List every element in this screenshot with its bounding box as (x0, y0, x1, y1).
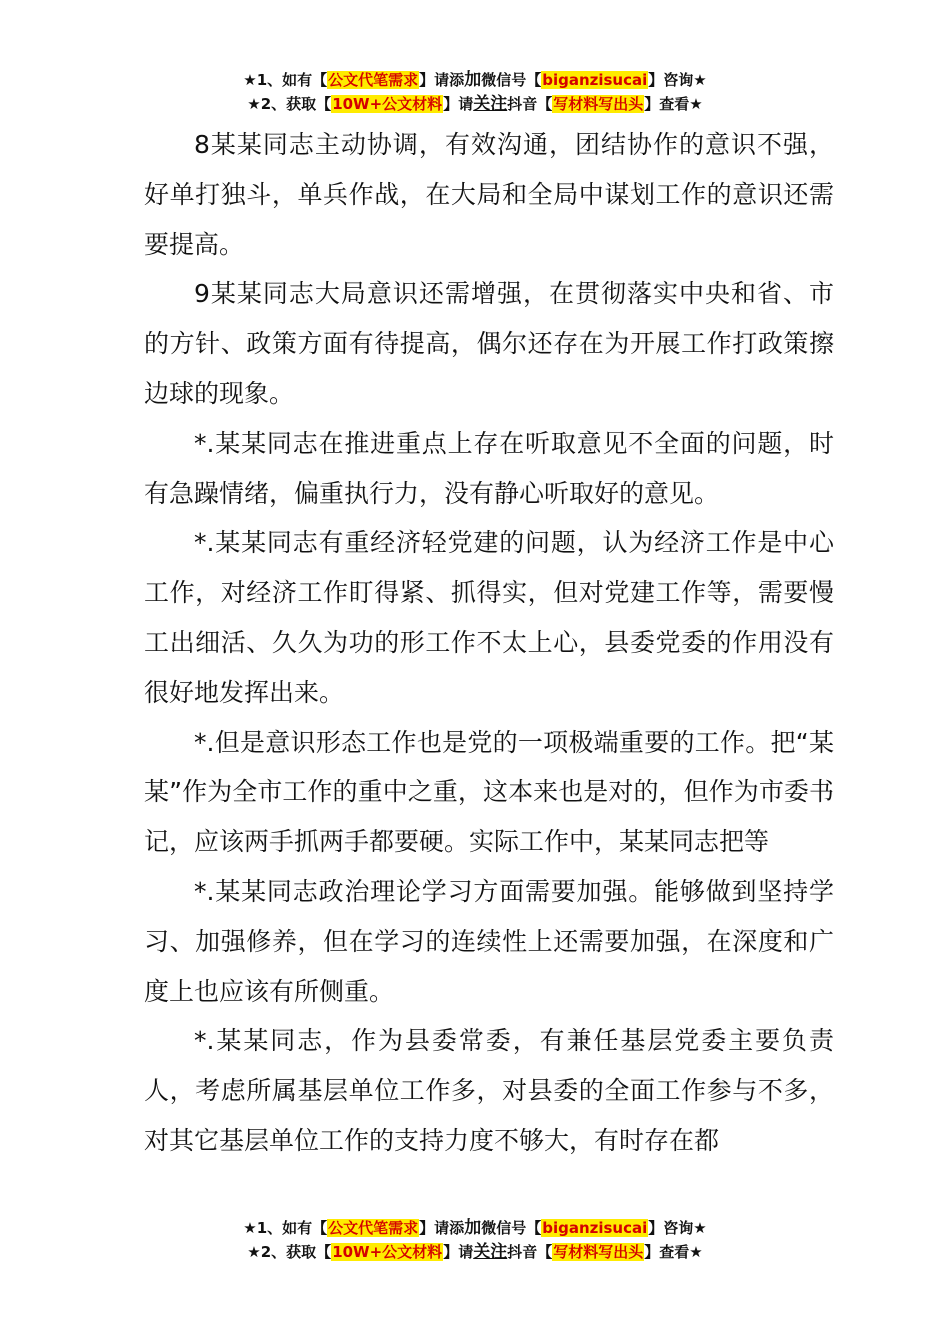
promo-highlight: biganzisucai (542, 1219, 648, 1237)
promo-text: 微信号【 (481, 1219, 542, 1237)
promo-line-2 (0, 92, 950, 116)
promo-text: ★2、获取【 (247, 1243, 332, 1261)
promo-text: 关注 (473, 1242, 508, 1262)
paragraph: *.某某同志政治理论学习方面需要加强。能够做到坚持学习、加强修养，但在学习的连续性上还需要加强，在深度和广度上也应该有所侧重。 (144, 876, 834, 1006)
promo-line-1 (0, 68, 950, 92)
paragraph: *.某某同志有重经济轻党建的问题，认为经济工作是中心工作，对经济工作盯得紧、抓得实，但对党建工作等，需要慢工出细活、久久为功的形工作不太上心，县委党委的作用没有很好地发挥出来。 (144, 528, 834, 707)
promo-line-1 (0, 1216, 950, 1240)
bottom-promo-banner (0, 1216, 950, 1264)
paragraph: 8某某同志主动协调，有效沟通，团结协作的意识不强，好单打独斗，单兵作战，在大局和全局中谋划工作的意识还需要提高。 (144, 130, 834, 259)
top-promo-banner (0, 68, 950, 116)
promo-highlight: 公文代笔需求 (328, 71, 419, 89)
paragraph: *.某某同志，作为县委常委，有兼任基层党委主要负责人，考虑所属基层单位工作多，对县委的全面工作参与不多，对其它基层单位工作的支持力度不够大，有时存在都 (144, 1026, 834, 1155)
paragraph: *.某某同志在推进重点上存在听取意见不全面的问题，时有急躁情绪，偏重执行力，没有静心听取好的意见。 (144, 428, 834, 508)
promo-text: ★1、如有【 (243, 71, 328, 89)
promo-text: 关注 (473, 94, 508, 114)
promo-text: 加 (464, 1218, 482, 1238)
promo-text: ★2、获取【 (247, 95, 332, 113)
promo-highlight: biganzisucai (542, 71, 648, 89)
promo-highlight: 公文代笔需求 (328, 1219, 419, 1237)
promo-text: 】查看★ (644, 1243, 703, 1261)
promo-text: 】咨询★ (648, 1219, 707, 1237)
promo-highlight: 写材料写出头 (553, 1243, 644, 1261)
promo-highlight: 10W+公文材料 (332, 1243, 443, 1261)
promo-text: 抖音【 (507, 1243, 553, 1261)
paragraph: *.但是意识形态工作也是党的一项极端重要的工作。把“某某”作为全市工作的重中之重，这本来也是对的，但作为市委书记，应该两手抓两手都要硬。实际工作中，某某同志把等 (144, 727, 834, 857)
document-body (144, 120, 834, 1166)
promo-text: ★1、如有【 (243, 1219, 328, 1237)
promo-text: 】请 (443, 95, 474, 113)
promo-text: 】咨询★ (648, 71, 707, 89)
promo-text: 】请添 (419, 1219, 465, 1237)
promo-text: 抖音【 (507, 95, 553, 113)
paragraph: 9某某同志大局意识还需增强，在贯彻落实中央和省、市的方针、政策方面有待提高，偶尔还存在为开展工作打政策擦边球的现象。 (144, 279, 834, 408)
promo-text: 】请添 (419, 71, 465, 89)
promo-text: 】查看★ (644, 95, 703, 113)
promo-text: 微信号【 (481, 71, 542, 89)
promo-line-2 (0, 1240, 950, 1264)
promo-highlight: 10W+公文材料 (332, 95, 443, 113)
promo-text: 】请 (443, 1243, 474, 1261)
promo-text: 加 (464, 70, 482, 90)
promo-highlight: 写材料写出头 (553, 95, 644, 113)
